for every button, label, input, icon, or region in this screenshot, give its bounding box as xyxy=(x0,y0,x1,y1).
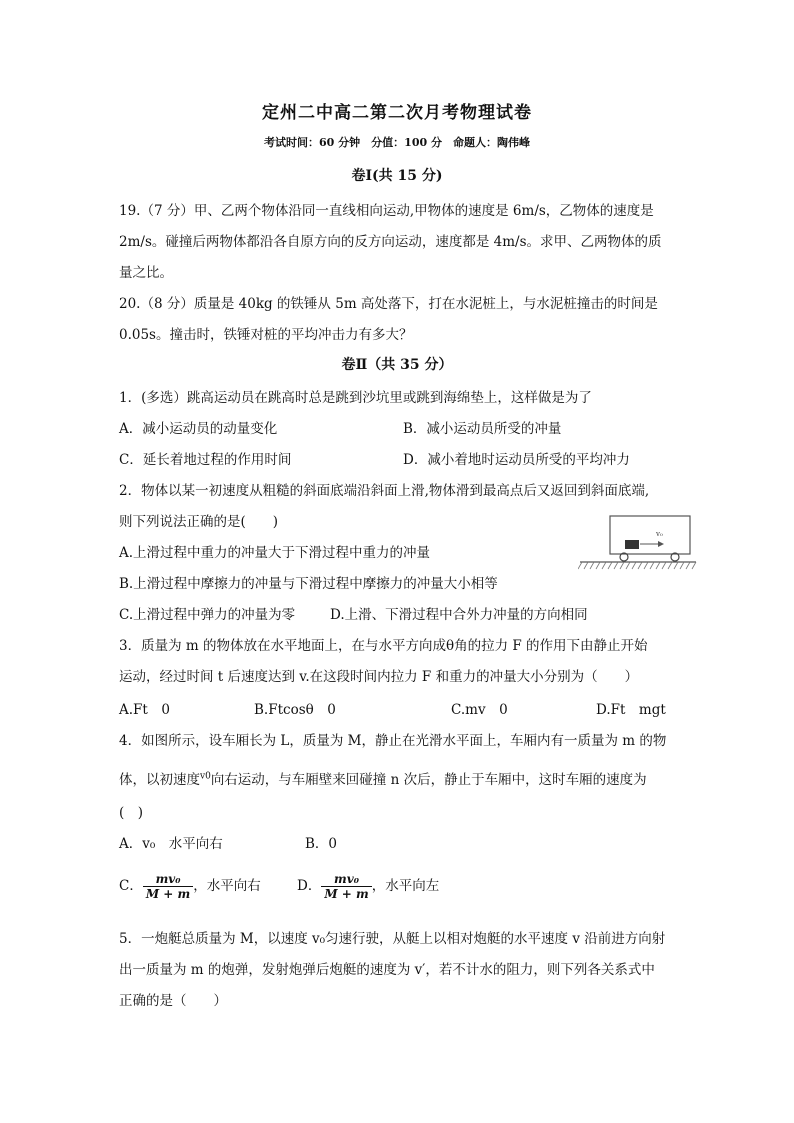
q1-option-b: B．减小运动员所受的冲量 xyxy=(403,421,562,437)
q4-option-b: B．0 xyxy=(305,836,338,852)
q4-option-d-denominator: M + m xyxy=(324,887,369,901)
q2-option-c: C.上滑过程中弹力的冲量为零 xyxy=(119,607,296,623)
section-2-title: 卷Ⅱ（共 35 分） xyxy=(341,357,453,373)
q2-option-a: A.上滑过程中重力的冲量大于下滑过程中重力的冲量 xyxy=(119,545,431,561)
q4-option-d xyxy=(297,872,439,901)
q2-option-d: D.上滑、下滑过程中合外力冲量的方向相同 xyxy=(330,607,588,623)
q19-line-2: 2m/s。碰撞后两物体都沿各自原方向的反方向运动，速度都是 4m/s。求甲、乙两物体的质 xyxy=(119,234,662,250)
carriage-figure xyxy=(578,514,698,572)
q3-option-a: A.Ft 0 xyxy=(119,702,170,718)
q4-option-c-denominator: M + m xyxy=(145,887,191,901)
q20-line-2: 0.05s。撞击时，铁锤对桩的平均冲击力有多大？ xyxy=(119,327,413,343)
q4-line-1: 4．如图所示，设车厢长为 L，质量为 M，静止在光滑水平面上，车厢内有一质量为 m 的物 xyxy=(119,733,667,749)
q2-line-1: 2．物体以某一初速度从粗糙的斜面底端沿斜面上滑,物体滑到最高点后又返回到斜面底端, xyxy=(119,483,650,499)
carriage-body xyxy=(610,516,690,554)
q5-line-1: 5．一炮艇总质量为 M，以速度 v₀匀速行驶，从艇上以相对炮艇的水平速度 v 沿前进方向射 xyxy=(119,931,666,947)
arrow-head-icon xyxy=(658,541,664,547)
q2-line-2: 则下列说法正确的是( ) xyxy=(119,514,279,530)
q3-option-b: B.Ftcosθ 0 xyxy=(254,702,336,718)
q1-stem: 1．(多选）跳高运动员在跳高时总是跳到沙坑里或跳到海绵垫上，这样做是为了 xyxy=(119,390,592,406)
q1-option-a: A．减小运动员的动量变化 xyxy=(119,421,278,437)
q3-option-d: D.Ft mgt xyxy=(596,702,666,718)
q5-line-2: 出一质量为 m 的炮弹，发射炮弹后炮艇的速度为 v′，若不计水的阻力，则下列各关系式中 xyxy=(119,962,655,978)
q4-option-c-prefix: C． xyxy=(119,878,143,894)
q2-option-b: B.上滑过程中摩擦力的冲量与下滑过程中摩擦力的冲量大小相等 xyxy=(119,576,498,592)
q3-option-c: C.mv 0 xyxy=(451,702,508,718)
figure-v0-label: v₀ xyxy=(656,530,663,538)
q1-option-c: C．延长着地过程的作用时间 xyxy=(119,452,292,468)
q4-option-d-numerator: mv₀ xyxy=(321,872,371,887)
q19-line-1: 19.（7 分）甲、乙两个物体沿同一直线相向运动,甲物体的速度是 6m/s，乙物体的速度是 xyxy=(119,203,654,219)
q4-line-2 xyxy=(119,768,647,788)
q4-line-2-end: 向右运动，与车厢壁来回碰撞 n 次后，静止于车厢中，这时车厢的速度为 xyxy=(210,772,647,788)
block-object xyxy=(625,540,639,549)
exam-info: 考试时间：60 分钟 分值：100 分 命题人：陶伟峰 xyxy=(264,136,530,149)
q4-option-c-suffix: ，水平向右 xyxy=(193,878,261,894)
q4-option-c-fraction xyxy=(143,872,193,901)
q5-line-3: 正确的是（ ） xyxy=(119,993,227,1009)
q3-line-2: 运动，经过时间 t 后速度达到 v.在这段时间内拉力 F 和重力的冲量大小分别为（ ） xyxy=(119,669,639,685)
q4-line-2-start: 体，以初速度 xyxy=(119,772,200,788)
q4-option-d-prefix: D． xyxy=(297,878,322,894)
q20-line-1: 20.（8 分）质量是 40kg 的铁锤从 5m 高处落下，打在水泥桩上，与水泥桩撞击的时间是 xyxy=(119,296,658,312)
ground-hatching xyxy=(578,562,696,569)
q4-option-d-fraction xyxy=(321,872,371,901)
q4-option-d-suffix: ，水平向左 xyxy=(371,878,440,894)
q1-option-d: D．减小着地时运动员所受的平均冲力 xyxy=(403,452,630,468)
q4-option-a: A．v₀ 水平向右 xyxy=(119,836,223,852)
q3-line-1: 3．质量为 m 的物体放在水平地面上，在与水平方向成θ角的拉力 F 的作用下由静止开始 xyxy=(119,638,648,654)
section-1-title: 卷Ⅰ(共 15 分) xyxy=(351,168,443,184)
q4-option-c xyxy=(119,872,261,901)
exam-title: 定州二中高二第二次月考物理试卷 xyxy=(262,103,532,123)
q4-option-c-numerator: mv₀ xyxy=(143,872,193,887)
q4-line-3: ( ) xyxy=(119,805,144,821)
q19-line-3: 量之比。 xyxy=(119,265,173,281)
q4-v0-symbol: v0 xyxy=(200,771,211,782)
